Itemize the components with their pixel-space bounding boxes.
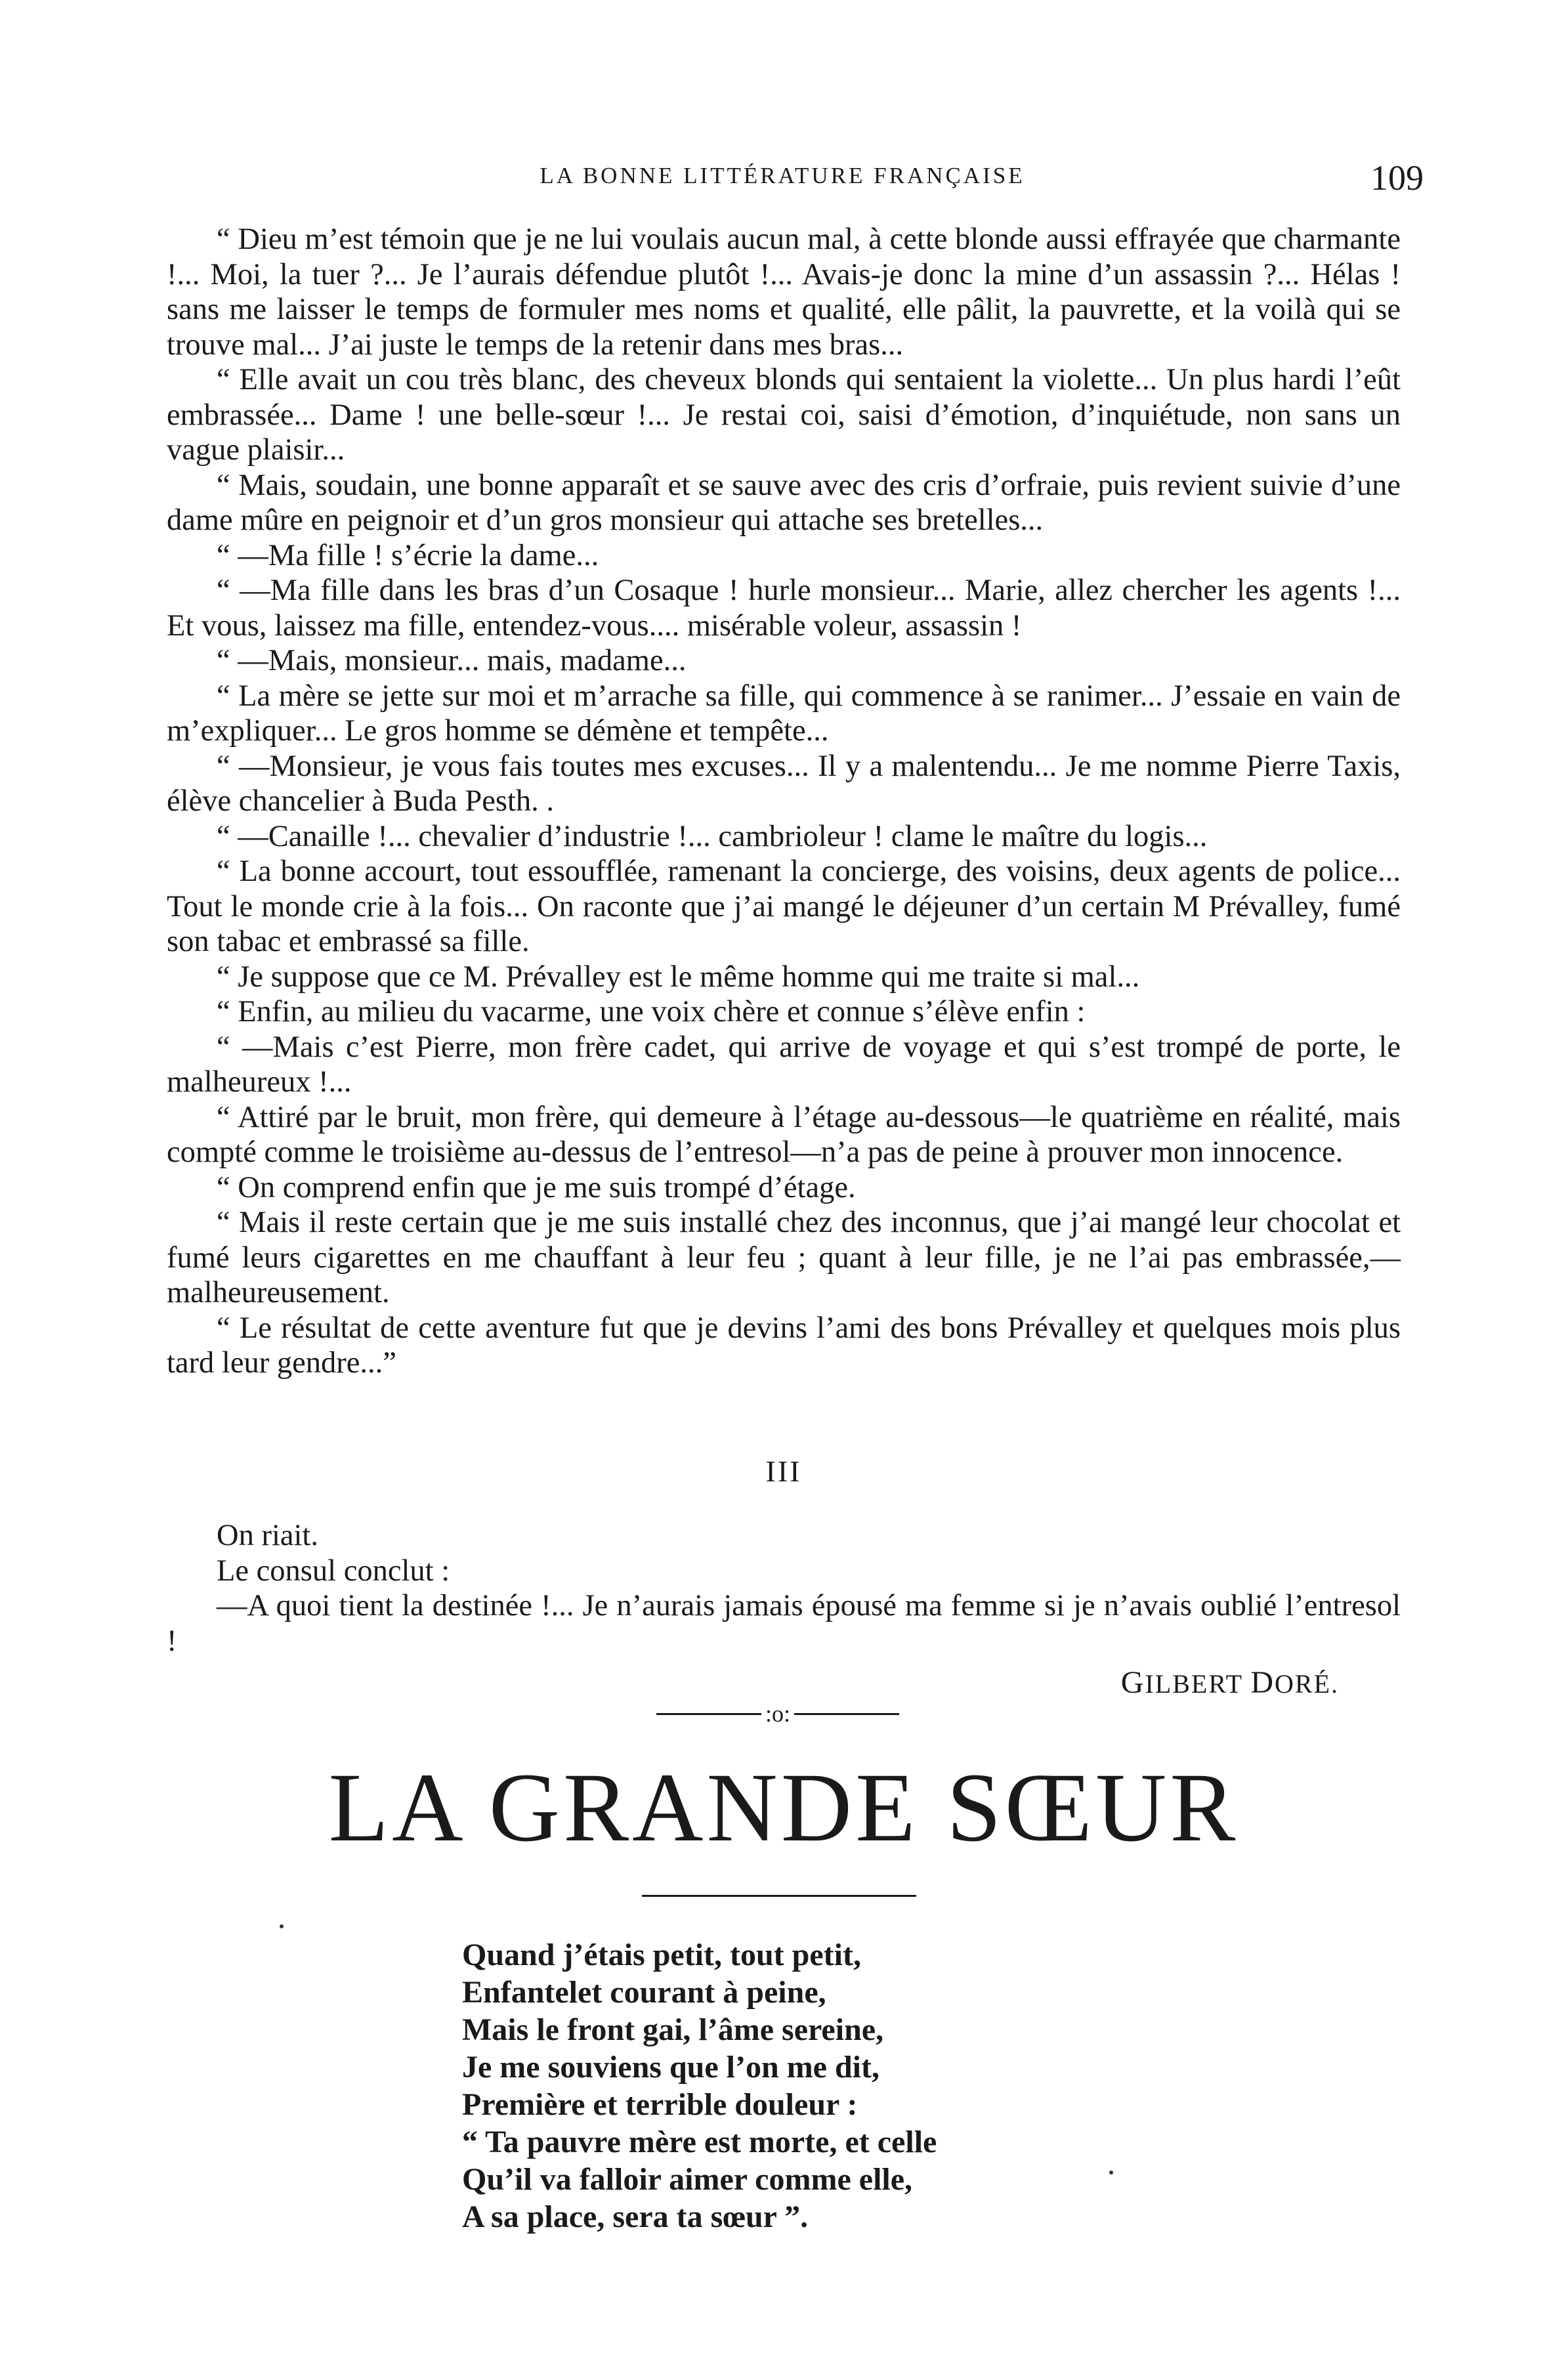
separator-mark: :o: — [765, 1701, 791, 1727]
author-name-part: ORÉ. — [1275, 1669, 1339, 1699]
poem-verse: Qu’il va falloir aimer comme elle, — [462, 2162, 913, 2197]
closing-paragraph: Le consul conclut : — [217, 1554, 450, 1588]
section-number: III — [765, 1454, 802, 1488]
poem-verse: Enfantelet courant à peine, — [462, 1975, 826, 2010]
running-title: LA BONNE LITTÉRATURE FRANÇAISE — [540, 163, 1025, 188]
story-paragraph: “ Elle avait un cou très blanc, des cheveux blonds qui sentaient la violette... Un plus hardi l’eût embrassée... Dame ! une belle-sœur !... Je restai coi, saisi d’émotion, d’inquiétude, non sans un vague plaisir... — [167, 363, 1401, 467]
story-paragraph: “ On comprend enfin que je me suis trompé d’étage. — [217, 1170, 856, 1204]
separator-line — [656, 1713, 761, 1715]
closing-paragraph: On riait. — [217, 1519, 318, 1552]
page-number: 109 — [1370, 158, 1424, 198]
story-paragraph: “ La bonne accourt, tout essoufflée, ramenant la concierge, des voisins, deux agents de police... Tout le monde crie à la fois... On raconte que j’ai mangé le déjeuner d’un certain M Prévalley, fumé son tabac et embrassé sa fille. — [167, 855, 1401, 958]
story-paragraph: “ —Mais, monsieur... mais, madame... — [217, 644, 687, 677]
story-paragraph: “ —Ma fille dans les bras d’un Cosaque ! hurle monsieur... Marie, allez chercher les agents !... Et vous, laissez ma fille, entendez-vous.... misérable voleur, assassin ! — [167, 574, 1401, 643]
story-paragraph: “ Le résultat de cette aventure fut que je devins l’ami des bons Prévalley et quelques mois plus tard leur gendre...” — [167, 1311, 1401, 1380]
print-speck — [280, 1924, 284, 1928]
poem-verse: Je me souviens que l’on me dit, — [462, 2050, 879, 2085]
story-closing — [167, 1518, 1401, 1659]
story-body — [167, 222, 1401, 1381]
section-separator — [656, 1700, 899, 1728]
closing-paragraph: —A quoi tient la destinée !... Je n’aurais jamais épousé ma femme si je n’avais oublié l’entresol ! — [167, 1589, 1401, 1658]
story-paragraph: “ Attiré par le bruit, mon frère, qui demeure à l’étage au-dessous—le quatrième en réalité, mais compté comme le troisième au-dessus de l’entresol—n’a pas de peine à prouver mon innocence. — [167, 1100, 1401, 1169]
story-paragraph: “ Enfin, au milieu du vacarme, une voix chère et connue s’élève enfin : — [217, 995, 1086, 1028]
story-paragraph: “ Mais il reste certain que je me suis installé chez des inconnus, que j’ai mangé leur chocolat et fumé leurs cigarettes en me chauffant à leur feu ; quant à leur fille, je ne l’ai pas embrassée,—malheureusement. — [167, 1206, 1401, 1309]
author-name-part: ILBERT — [1145, 1669, 1251, 1699]
title-rule — [642, 1895, 916, 1897]
poem-verse: Quand j’étais petit, tout petit, — [462, 1938, 861, 1972]
story-paragraph: “ Dieu m’est témoin que je ne lui voulais aucun mal, à cette blonde aussi effrayée que charmante !... Moi, la tuer ?... Je l’aurais défendue plutôt !... Avais-je donc la mine d’un assassin ?... Hélas ! sans me laisser le temps de formuler mes noms et qualité, elle pâlit, la pauvrette, et la voilà qui se trouve mal... J’ai juste le temps de la retenir dans mes bras... — [167, 223, 1401, 362]
story-paragraph: “ La mère se jette sur moi et m’arrache sa fille, qui commence à se ranimer... J’essaie en vain de m’expliquer... Le gros homme se démène et tempête... — [167, 679, 1401, 748]
story-paragraph: “ —Canaille !... chevalier d’industrie !... cambrioleur ! clame le maître du logis... — [217, 819, 1208, 853]
story-paragraph: “ —Ma fille ! s’écrie la dame... — [217, 538, 599, 572]
story-paragraph: “ Je suppose que ce M. Prévalley est le même homme qui me traite si mal... — [217, 960, 1140, 994]
poem-verse: Mais le front gai, l’âme sereine, — [462, 2012, 884, 2047]
poem-verse: Première et terrible douleur : — [462, 2087, 858, 2122]
separator-line — [794, 1713, 899, 1715]
author-signature — [1050, 1664, 1339, 1701]
story-paragraph: “ —Monsieur, je vous fais toutes mes excuses... Il y a malentendu... Je me nomme Pierre Taxis, élève chancelier à Buda Pesth. . — [167, 749, 1401, 818]
story-paragraph: “ Mais, soudain, une bonne apparaît et se sauve avec des cris d’orfraie, puis revient suivie d’une dame mûre en peignoir et d’un gros monsieur qui attache ses bretelles... — [167, 468, 1401, 537]
story-paragraph: “ —Mais c’est Pierre, mon frère cadet, qui arrive de voyage et qui s’est trompé de porte, le malheureux !... — [167, 1030, 1401, 1099]
poem-verse: A sa place, sera ta sœur ”. — [462, 2199, 809, 2234]
poem-title: LA GRANDE SŒUR — [328, 1753, 1239, 1862]
poem-verse: “ Ta pauvre mère est morte, et celle — [462, 2125, 937, 2159]
author-initial: G — [1120, 1665, 1145, 1700]
poem-stanza — [462, 1936, 1184, 2236]
author-initial: D — [1250, 1665, 1275, 1700]
